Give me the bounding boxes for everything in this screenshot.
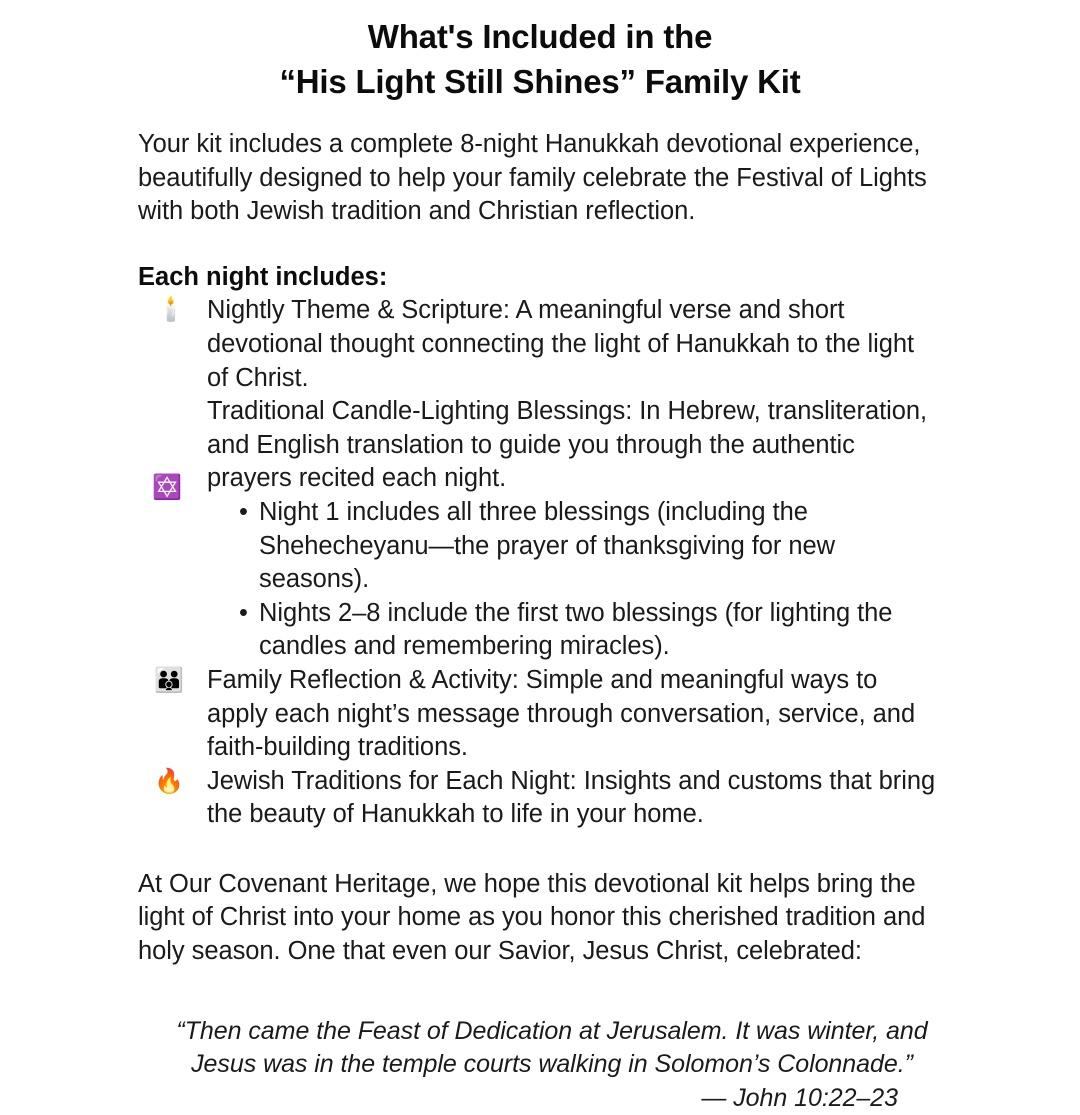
feature-item-text: Traditional Candle-Lighting Blessings: In Hebrew, transliteration, and English translation to guide you through the authentic prayers recited each night. <box>207 397 928 493</box>
closing-paragraph: At Our Covenant Heritage, we hope this devotional kit helps bring the light of Christ into your home as you honor this cherished tradition and holy season. One that even our Savior, Jesus Christ, celebrated: <box>138 869 926 966</box>
feature-item-text: Family Reflection & Activity: Simple and meaningful ways to apply each night’s message through conversation, service, and faith-building traditions. <box>207 665 916 762</box>
sub-list-item-text: Nights 2–8 include the first two blessings (for lighting the candles and remembering miracles). <box>259 598 893 661</box>
feature-item-nightly-theme <box>138 294 942 395</box>
feature-item-family-reflection <box>138 664 942 765</box>
family-icon: 👪 <box>154 665 184 694</box>
fire-icon: 🔥 <box>154 766 184 795</box>
page-title-line-1: What's Included in the <box>367 18 713 55</box>
page-title-line-2: “His Light Still Shines” Family Kit <box>279 63 801 100</box>
intro-paragraph: Your kit includes a complete 8-night Hanukkah devotional experience, beautifully designed to help your family celebrate the Festival of Lights with both Jewish tradition and Christian reflection. <box>138 130 927 226</box>
feature-item-text: Nightly Theme & Scripture: A meaningful verse and short devotional thought connecting the light of Hanukkah to the light of Christ. <box>207 296 915 392</box>
blessings-sub-list <box>207 496 942 664</box>
sub-list-item-text: Night 1 includes all three blessings (including the Shehecheyanu—the prayer of thanksgiving for new seasons). <box>259 497 836 594</box>
candle-icon: 🕯️ <box>156 295 186 324</box>
sub-list-item <box>207 496 942 597</box>
feature-item-candle-lighting-blessings <box>138 395 942 664</box>
scripture-quote-text: “Then came the Feast of Dedication at Jerusalem. It was winter, and Jesus was in the temple courts walking in Solomon’s Colonnade.” <box>176 1016 928 1079</box>
page-title <box>138 14 942 104</box>
feature-item-text: Jewish Traditions for Each Night: Insights and customs that bring the beauty of Hanukkah to life in your home. <box>207 766 936 829</box>
feature-item-jewish-traditions <box>138 765 942 832</box>
features-list <box>138 294 942 832</box>
star-of-david-icon: ✡️ <box>152 473 182 502</box>
bullet-dot-icon: • <box>239 598 248 627</box>
bullet-dot-icon: • <box>239 497 248 526</box>
scripture-citation: — John 10:22–23 <box>701 1083 898 1112</box>
sub-list-item <box>207 597 942 664</box>
scripture-quote-block <box>138 1015 942 1115</box>
section-heading: Each night includes: <box>138 262 388 291</box>
